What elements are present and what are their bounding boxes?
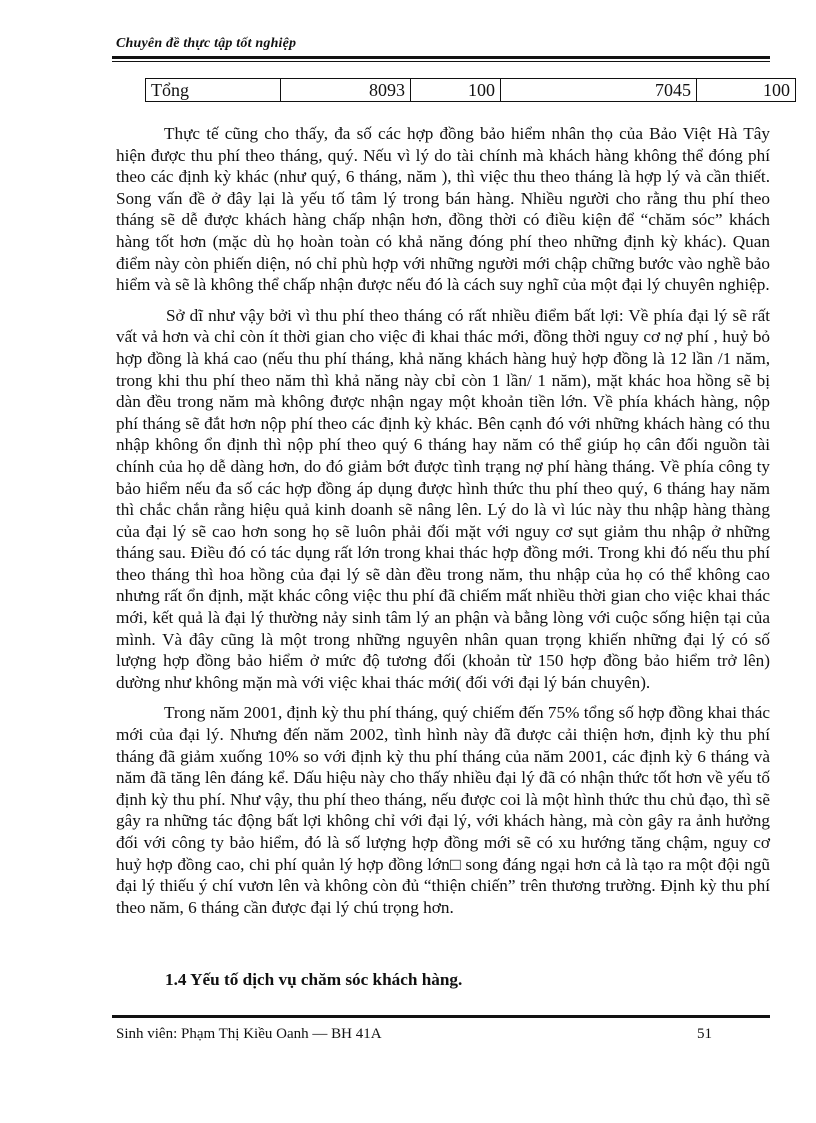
header-title: Chuyên đề thực tập tốt nghiệp [116,36,297,51]
table-cell: 100 [411,79,501,102]
section-heading: 1.4 Yếu tố dịch vụ chăm sóc khách hàng. [165,970,463,989]
footer-rule [112,1015,770,1018]
page-number: 51 [697,1026,712,1042]
table-row [146,79,796,102]
header-rule-thin [112,61,770,62]
body-text [116,123,770,927]
table-cell-label: Tổng [146,79,281,102]
table-cell: 7045 [501,79,697,102]
totals-table [145,78,796,102]
footer-author: Sinh viên: Phạm Thị Kiều Oanh — BH 41A [116,1026,382,1042]
paragraph: Sở dĩ như vậy bởi vì thu phí theo tháng có rất nhiều điểm bất lợi: Về phía đại lý sẽ rất vất vả hơn và chỉ còn ít thời gian cho việc đi khai thác mới, đồng thời nguy cơ nợ phí , huỷ bỏ hợp đồng là khá cao (nếu thu phí tháng, khả năng khách hàng huỷ hợp đồng là 12 lần /1 năm, trong khi thu phí theo năm thì khả năng này cbỉ còn 1 lần/ 1 năm), mặt khác hoa hồng sẽ bị dàn đều trong năm mà không được nhận ngay một khoản tiền lớn. Về phía khách hàng, nộp phí tháng sẽ đắt hơn nộp phí theo các định kỳ khác. Bên cạnh đó với những khách hàng có thu nhập không ổn định thì nộp phí theo quý 6 tháng hay năm có thể giúp họ cân đối nguồn tài chính của họ dễ dàng hơn, do đó giảm bớt được tình trạng nợ phí hàng tháng. Về phía công ty bảo hiểm nếu đa số các hợp đồng áp dụng được hình thức thu phí theo quý, 6 tháng hay năm thì chắc chắn rằng hiệu quả kinh doanh sẽ nâng lên. Lý do là vì lúc này thu nhập hàng thàng của đại lý sẽ cao hơn song họ sẽ luôn phải đối mặt với nguy cơ sụt giảm thu nhập ở những tháng sau. Điều đó có tác dụng rất lớn trong khai thác hợp đồng mới. Trong khi đó nếu thu phí theo tháng thì hoa hồng của đại lý sẽ dàn đều trong năm, thu nhập của họ có thể không cao nhưng rất ổn định, mặt khác công việc thu phí đã chiếm mất nhiều thời gian cho việc khai thác mới, kết quả là đại lý thường nảy sinh tâm lý an phận và bằng lòng với cuộc sống hiện tại của mình. Và đây cũng là một trong những nguyên nhân quan trọng khiến những đại lý có số lượng hợp đồng bảo hiểm ở mức độ tương đối (khoản từ 150 hợp đồng bảo hiểm trở lên) dường như không mặn mà với việc khai thác mới( đối với đại lý bán chuyên). [116,305,770,692]
paragraph: Thực tế cũng cho thấy, đa số các hợp đồng bảo hiểm nhân thọ của Bảo Việt Hà Tây hiện được thu phí theo tháng, quý. Nếu vì lý do tài chính mà khách hàng không thể đóng phí theo các định kỳ khác (như quý, 6 tháng, năm ), thì việc thu theo tháng là hợp lý và cần thiết. Song vấn đề ở đây lại là yếu tố tâm lý trong bán hàng. Nhiều người cho rằng thu phí theo tháng sẽ dễ được khách hàng chấp nhận hơn, đồng thời có điều kiện để “chăm sóc” khách hàng tốt hơn (mặc dù họ hoàn toàn có khả năng đóng phí theo những định kỳ khác). Quan điểm này còn phiến diện, nó chỉ phù hợp với những người mới chập chững bước vào nghề bảo hiểm và sẽ là không thể chấp nhận được nếu đó là cách suy nghĩ của một đại lý chuyên nghiệp. [116,124,770,295]
table-cell: 8093 [281,79,411,102]
header-rule [112,56,770,59]
paragraph: Trong năm 2001, định kỳ thu phí tháng, quý chiếm đến 75% tổng số hợp đồng khai thác mới của đại lý. Nhưng đến năm 2002, tình hình này đã được cải thiện hơn, định kỳ thu phí tháng đã giảm xuống 10% so với định kỳ thu phí tháng của năm 2001, các định kỳ 6 tháng và năm đã tăng lên đáng kể. Dấu hiệu này cho thấy nhiều đại lý đã có nhận thức tốt hơn về yếu tố định kỳ thu phí. Như vậy, thu phí theo tháng, nếu được coi là một hình thức thu chủ đạo, thì sẽ gây ra những tác động bất lợi không chỉ với đại lý, với khách hàng, mà còn gây ra ảnh hưởng đối với công ty bảo hiểm, đó là số lượng hợp đồng mới sẽ có xu hướng tăng chậm, nguy cơ huỷ hợp đồng cao, chi phí quản lý hợp đồng lớn□ song đáng ngại hơn cả là tạo ra một đội ngũ đại lý thiếu ý chí vươn lên và không còn đủ “thiện chiến” trên thương trường. Định kỳ thu phí theo năm, 6 tháng cần được đại lý chú trọng hơn. [116,703,770,917]
table-cell: 100 [697,79,796,102]
